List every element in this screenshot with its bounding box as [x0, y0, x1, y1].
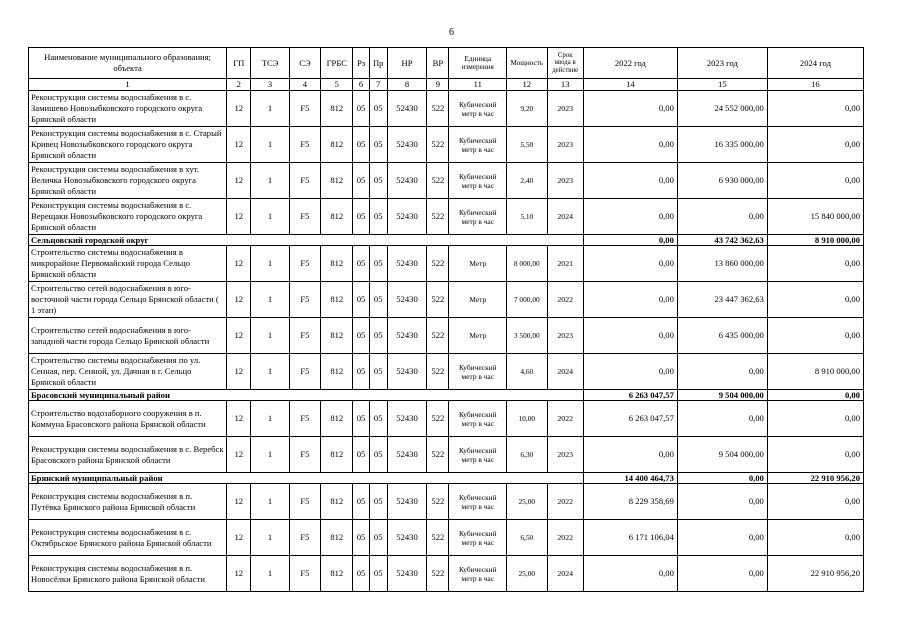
amount-2023: 9 504 000,00: [677, 390, 767, 401]
amount-2024: 22 910 956,20: [767, 473, 863, 484]
commission-year-cell: 2022: [547, 401, 583, 437]
unit-cell: Кубический метр в час: [449, 437, 507, 473]
column-number: 1: [29, 79, 227, 91]
rz-cell: 05: [353, 127, 369, 163]
pr-cell: 05: [369, 556, 387, 592]
rz-cell: 05: [353, 318, 369, 354]
gp-cell: 12: [227, 354, 251, 390]
pr-cell: 05: [369, 318, 387, 354]
column-number: 6: [353, 79, 369, 91]
amount-2023: 0,00: [677, 484, 767, 520]
object-name: Реконструкция системы водоснабжения в с. Веребск Брасовского района Брянской области: [29, 437, 227, 473]
unit-cell: Кубический метр в час: [449, 484, 507, 520]
se-cell: F5: [289, 354, 320, 390]
commission-year-cell: 2023: [547, 127, 583, 163]
table-row: [29, 91, 864, 127]
amount-2022: 0,00: [583, 354, 677, 390]
header-capacity: Мощность: [507, 48, 547, 79]
nr-cell: 52430: [387, 556, 426, 592]
gp-cell: 12: [227, 520, 251, 556]
unit-cell: Метр: [449, 318, 507, 354]
amount-2022: 0,00: [583, 437, 677, 473]
object-name: Реконструкция системы водоснабжения в с. Октябрьское Брянского района Брянской области: [29, 520, 227, 556]
capacity-cell: 5,10: [507, 199, 547, 235]
nr-cell: 52430: [387, 127, 426, 163]
amount-2023: 0,00: [677, 473, 767, 484]
amount-2024: 0,00: [767, 520, 863, 556]
grbs-cell: 812: [321, 246, 353, 282]
nr-cell: 52430: [387, 246, 426, 282]
tse-cell: 1: [251, 127, 289, 163]
column-number: 5: [321, 79, 353, 91]
amount-2023: 16 335 000,00: [677, 127, 767, 163]
column-number: 8: [387, 79, 426, 91]
vr-cell: 522: [427, 354, 449, 390]
commission-year-cell: 2023: [547, 318, 583, 354]
table-row: [29, 520, 864, 556]
amount-2024: 0,00: [767, 390, 863, 401]
amount-2022: 0,00: [583, 127, 677, 163]
grbs-cell: 812: [321, 556, 353, 592]
vr-cell: 522: [427, 484, 449, 520]
object-name: Строительство системы водоснабжения по ул. Сенная, пер. Сенной, ул. Дачная в г. Сельцо Брянской области: [29, 354, 227, 390]
pr-cell: 05: [369, 282, 387, 318]
tse-cell: 1: [251, 246, 289, 282]
vr-cell: 522: [427, 282, 449, 318]
unit-cell: Кубический метр в час: [449, 127, 507, 163]
vr-cell: 522: [427, 246, 449, 282]
column-number: 11: [449, 79, 507, 91]
amount-2023: 9 504 000,00: [677, 437, 767, 473]
header-row: [29, 48, 864, 79]
subtotal-row: [29, 235, 864, 246]
amount-2023: 0,00: [677, 520, 767, 556]
grbs-cell: 812: [321, 520, 353, 556]
column-number: 9: [427, 79, 449, 91]
funding-table: [28, 47, 864, 592]
amount-2024: 8 910 000,00: [767, 354, 863, 390]
object-name: Строительство сетей водоснабжения в юго-западной части города Сельцо Брянской области: [29, 318, 227, 354]
capacity-cell: 6,30: [507, 437, 547, 473]
column-number: 13: [547, 79, 583, 91]
amount-2024: 0,00: [767, 437, 863, 473]
amount-2022: 14 400 464,73: [583, 473, 677, 484]
rz-cell: 05: [353, 246, 369, 282]
amount-2024: 0,00: [767, 318, 863, 354]
commission-year-cell: 2024: [547, 199, 583, 235]
vr-cell: 522: [427, 437, 449, 473]
header-nr: НР: [387, 48, 426, 79]
amount-2023: 0,00: [677, 354, 767, 390]
column-number: 2: [227, 79, 251, 91]
amount-2023: 0,00: [677, 401, 767, 437]
tse-cell: 1: [251, 318, 289, 354]
rz-cell: 05: [353, 556, 369, 592]
column-number: 16: [767, 79, 863, 91]
capacity-cell: 25,00: [507, 484, 547, 520]
amount-2024: 0,00: [767, 282, 863, 318]
rz-cell: 05: [353, 437, 369, 473]
gp-cell: 12: [227, 282, 251, 318]
header-grbs: ГРБС: [321, 48, 353, 79]
rz-cell: 05: [353, 354, 369, 390]
se-cell: F5: [289, 246, 320, 282]
rz-cell: 05: [353, 484, 369, 520]
unit-cell: Кубический метр в час: [449, 354, 507, 390]
header-tse: ТСЭ: [251, 48, 289, 79]
capacity-cell: 3 500,00: [507, 318, 547, 354]
header-2023: 2023 год: [677, 48, 767, 79]
nr-cell: 52430: [387, 401, 426, 437]
page-number: 6: [449, 27, 454, 38]
tse-cell: 1: [251, 163, 289, 199]
tse-cell: 1: [251, 484, 289, 520]
capacity-cell: 10,00: [507, 401, 547, 437]
se-cell: F5: [289, 437, 320, 473]
amount-2022: 6 171 106,04: [583, 520, 677, 556]
commission-year-cell: 2023: [547, 91, 583, 127]
amount-2023: 24 552 000,00: [677, 91, 767, 127]
nr-cell: 52430: [387, 354, 426, 390]
table-row: [29, 318, 864, 354]
header-se: СЭ: [289, 48, 320, 79]
table-row: [29, 401, 864, 437]
object-name: Строительство сетей водоснабжения в юго-восточной части города Сельцо Брянской области ( 1 этап): [29, 282, 227, 318]
amount-2023: 6 930 000,00: [677, 163, 767, 199]
tse-cell: 1: [251, 354, 289, 390]
object-name: Реконструкция системы водоснабжения в с. Замишево Новозыбковского городского округа Брянской области: [29, 91, 227, 127]
column-number: 12: [507, 79, 547, 91]
table-row: [29, 282, 864, 318]
gp-cell: 12: [227, 401, 251, 437]
amount-2022: 0,00: [583, 91, 677, 127]
nr-cell: 52430: [387, 199, 426, 235]
amount-2023: 13 860 000,00: [677, 246, 767, 282]
table-row: [29, 199, 864, 235]
amount-2024: 0,00: [767, 246, 863, 282]
pr-cell: 05: [369, 437, 387, 473]
rz-cell: 05: [353, 91, 369, 127]
rz-cell: 05: [353, 163, 369, 199]
unit-cell: Метр: [449, 246, 507, 282]
commission-year-cell: 2022: [547, 484, 583, 520]
object-name: Реконструкция системы водоснабжения в п. Новосёлки Брянского района Брянской области: [29, 556, 227, 592]
pr-cell: 05: [369, 127, 387, 163]
vr-cell: 522: [427, 318, 449, 354]
amount-2023: 0,00: [677, 556, 767, 592]
pr-cell: 05: [369, 401, 387, 437]
capacity-cell: 2,40: [507, 163, 547, 199]
object-name: Реконструкция системы водоснабжения в с. Старый Кривец Новозыбковского городского округа Брянской области: [29, 127, 227, 163]
nr-cell: 52430: [387, 520, 426, 556]
tse-cell: 1: [251, 91, 289, 127]
header-2024: 2024 год: [767, 48, 863, 79]
header-unit: Единица измерения: [449, 48, 507, 79]
nr-cell: 52430: [387, 437, 426, 473]
capacity-cell: 25,00: [507, 556, 547, 592]
rz-cell: 05: [353, 199, 369, 235]
pr-cell: 05: [369, 91, 387, 127]
tse-cell: 1: [251, 520, 289, 556]
object-name: Строительство водозаборного сооружения в п. Коммуна Брасовского района Брянской области: [29, 401, 227, 437]
se-cell: F5: [289, 318, 320, 354]
amount-2022: 0,00: [583, 235, 677, 246]
capacity-cell: 4,60: [507, 354, 547, 390]
vr-cell: 522: [427, 556, 449, 592]
grbs-cell: 812: [321, 318, 353, 354]
commission-year-cell: 2023: [547, 437, 583, 473]
vr-cell: 522: [427, 127, 449, 163]
table-row: [29, 484, 864, 520]
object-name: Реконструкция системы водоснабжения в с. Верещаки Новозыбковского городского округа Брянской области: [29, 199, 227, 235]
table-row: [29, 246, 864, 282]
vr-cell: 522: [427, 91, 449, 127]
table-row: [29, 163, 864, 199]
subtotal-row: [29, 473, 864, 484]
se-cell: F5: [289, 401, 320, 437]
amount-2023: 6 435 000,00: [677, 318, 767, 354]
se-cell: F5: [289, 282, 320, 318]
amount-2022: 0,00: [583, 282, 677, 318]
capacity-cell: 5,50: [507, 127, 547, 163]
header-name: Наименование муниципального образования; объекта: [29, 48, 227, 79]
unit-cell: Метр: [449, 282, 507, 318]
capacity-cell: 9,20: [507, 91, 547, 127]
gp-cell: 12: [227, 484, 251, 520]
table-row: [29, 556, 864, 592]
gp-cell: 12: [227, 246, 251, 282]
unit-cell: Кубический метр в час: [449, 520, 507, 556]
subtotal-row: [29, 390, 864, 401]
nr-cell: 52430: [387, 484, 426, 520]
amount-2022: 0,00: [583, 318, 677, 354]
capacity-cell: 8 000,00: [507, 246, 547, 282]
header-vr: ВР: [427, 48, 449, 79]
amount-2024: 22 910 956,20: [767, 556, 863, 592]
nr-cell: 52430: [387, 163, 426, 199]
header-2022: 2022 год: [583, 48, 677, 79]
table-row: [29, 437, 864, 473]
object-name: Реконструкция системы водоснабжения в п. Путёвка Брянского района Брянской области: [29, 484, 227, 520]
tse-cell: 1: [251, 199, 289, 235]
grbs-cell: 812: [321, 163, 353, 199]
pr-cell: 05: [369, 484, 387, 520]
amount-2022: 6 263 047,57: [583, 390, 677, 401]
amount-2022: 0,00: [583, 556, 677, 592]
gp-cell: 12: [227, 437, 251, 473]
tse-cell: 1: [251, 437, 289, 473]
nr-cell: 52430: [387, 282, 426, 318]
gp-cell: 12: [227, 199, 251, 235]
column-number: 15: [677, 79, 767, 91]
capacity-cell: 7 000,00: [507, 282, 547, 318]
amount-2022: 6 263 047,57: [583, 401, 677, 437]
header-gp: ГП: [227, 48, 251, 79]
amount-2022: 0,00: [583, 246, 677, 282]
commission-year-cell: 2024: [547, 556, 583, 592]
se-cell: F5: [289, 127, 320, 163]
grbs-cell: 812: [321, 199, 353, 235]
column-number: 3: [251, 79, 289, 91]
object-name: Реконструкция системы водоснабжения в хут. Величка Новозыбковского городского округа Брянской области: [29, 163, 227, 199]
gp-cell: 12: [227, 163, 251, 199]
pr-cell: 05: [369, 199, 387, 235]
vr-cell: 522: [427, 199, 449, 235]
amount-2023: 43 742 362,63: [677, 235, 767, 246]
header-commission-date: Срок ввода в действие: [547, 48, 583, 79]
rz-cell: 05: [353, 401, 369, 437]
tse-cell: 1: [251, 401, 289, 437]
unit-cell: Кубический метр в час: [449, 401, 507, 437]
column-number: 14: [583, 79, 677, 91]
gp-cell: 12: [227, 91, 251, 127]
grbs-cell: 812: [321, 437, 353, 473]
column-number-row: [29, 79, 864, 91]
municipality-name: Брасовский муниципальный район: [29, 390, 584, 401]
amount-2024: 0,00: [767, 401, 863, 437]
column-number: 4: [289, 79, 320, 91]
se-cell: F5: [289, 163, 320, 199]
pr-cell: 05: [369, 354, 387, 390]
rz-cell: 05: [353, 282, 369, 318]
gp-cell: 12: [227, 556, 251, 592]
amount-2022: 8 229 358,69: [583, 484, 677, 520]
gp-cell: 12: [227, 318, 251, 354]
grbs-cell: 812: [321, 282, 353, 318]
amount-2022: 0,00: [583, 163, 677, 199]
header-pr: Пр: [369, 48, 387, 79]
unit-cell: Кубический метр в час: [449, 91, 507, 127]
nr-cell: 52430: [387, 91, 426, 127]
commission-year-cell: 2024: [547, 354, 583, 390]
pr-cell: 05: [369, 520, 387, 556]
unit-cell: Кубический метр в час: [449, 556, 507, 592]
grbs-cell: 812: [321, 484, 353, 520]
municipality-name: Брянский муниципальный район: [29, 473, 584, 484]
rz-cell: 05: [353, 520, 369, 556]
header-rz: Рз: [353, 48, 369, 79]
vr-cell: 522: [427, 163, 449, 199]
amount-2024: 0,00: [767, 163, 863, 199]
municipality-name: Сельцовский городской округ: [29, 235, 584, 246]
nr-cell: 52430: [387, 318, 426, 354]
object-name: Строительство системы водоснабжения в микрорайоне Первомайский города Сельцо Брянской области: [29, 246, 227, 282]
se-cell: F5: [289, 520, 320, 556]
unit-cell: Кубический метр в час: [449, 199, 507, 235]
grbs-cell: 812: [321, 91, 353, 127]
amount-2024: 0,00: [767, 127, 863, 163]
gp-cell: 12: [227, 127, 251, 163]
column-number: 7: [369, 79, 387, 91]
amount-2022: 0,00: [583, 199, 677, 235]
amount-2024: 0,00: [767, 91, 863, 127]
amount-2024: 0,00: [767, 484, 863, 520]
table-row: [29, 127, 864, 163]
grbs-cell: 812: [321, 354, 353, 390]
commission-year-cell: 2021: [547, 246, 583, 282]
se-cell: F5: [289, 484, 320, 520]
amount-2023: 23 447 362,63: [677, 282, 767, 318]
se-cell: F5: [289, 556, 320, 592]
amount-2023: 0,00: [677, 199, 767, 235]
pr-cell: 05: [369, 246, 387, 282]
pr-cell: 05: [369, 163, 387, 199]
grbs-cell: 812: [321, 401, 353, 437]
commission-year-cell: 2022: [547, 282, 583, 318]
commission-year-cell: 2022: [547, 520, 583, 556]
grbs-cell: 812: [321, 127, 353, 163]
amount-2024: 8 910 000,00: [767, 235, 863, 246]
amount-2024: 15 840 000,00: [767, 199, 863, 235]
table-row: [29, 354, 864, 390]
vr-cell: 522: [427, 520, 449, 556]
vr-cell: 522: [427, 401, 449, 437]
se-cell: F5: [289, 199, 320, 235]
tse-cell: 1: [251, 556, 289, 592]
unit-cell: Кубический метр в час: [449, 163, 507, 199]
se-cell: F5: [289, 91, 320, 127]
capacity-cell: 6,50: [507, 520, 547, 556]
tse-cell: 1: [251, 282, 289, 318]
commission-year-cell: 2023: [547, 163, 583, 199]
